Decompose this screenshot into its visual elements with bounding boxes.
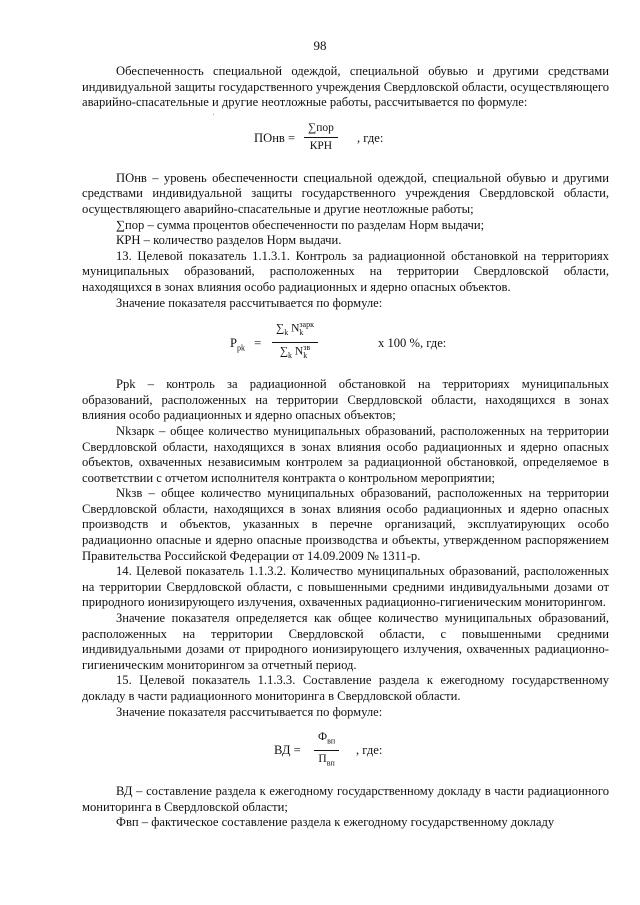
formula-vd [82, 728, 609, 774]
formula-ppk-sum-sign: ∑ [276, 322, 285, 335]
formula-ppk-denominator [272, 343, 318, 364]
formula-ponv-denominator: КРН [309, 140, 333, 153]
definition-vd: ВД – составление раздела к ежегодному государственному докладу в части радиационного мониторинга в Свердловской области; [82, 784, 609, 814]
formula-ponv [82, 119, 609, 161]
page-number: 98 [313, 38, 327, 53]
formula-ppk-den-sum-sign: ∑ [279, 345, 289, 358]
formula-ponv-lhs: ПОнв = [254, 130, 296, 145]
formula-vd-fraction [314, 730, 339, 771]
formula-ppk-den-sup: зв [303, 342, 311, 352]
formula-ponv-numerator: ∑пор [304, 121, 338, 139]
formula-vd-num-sub: вп [327, 736, 336, 746]
formula-vd-rhs: , где: [356, 743, 383, 758]
formula-vd-den-sub: вп [326, 758, 335, 768]
formula-vd-denominator [314, 751, 339, 771]
paragraph-13: 13. Целевой показатель 1.1.3.1. Контроль за радиационной обстановкой на территориях муниципальных образований, расположенных на территории Свердловской области, находящихся в зонах влияния особо радиационных и ядерно опасных объектов. [82, 248, 609, 294]
paragraph-14-value: Значение показателя определяется как общее количество муниципальных образований, расположенных на территории Свердловской области, с повышенными средними индивидуальными дозами от природного ионизирующего излучения, охваченных радиационно-гигиеническим мониторингом за отчетный период. [82, 611, 609, 672]
definition-ponv: ПОнв – уровень обеспеченности специальной одеждой, специальной обувью и другими средствами индивидуальной защиты государственного учреждения Свердловской области, осуществляющего аварийно-спасательные и другие неотложные работы; [82, 170, 609, 216]
definition-ppk: Ppk – контроль за радиационной обстановкой на территориях муниципальных образований, расположенных на территории Свердловской области, находящихся в зонах влияния особо радиационных и ядерно опасных объектов; [82, 377, 609, 423]
paragraph-intro: Обеспеченность специальной одеждой, специальной обувью и другими средствами индивидуальной защиты государственного учреждения Свердловской области, осуществляющего аварийно-спасательные и другие неотложные работы, рассчитывается по формуле: [82, 64, 609, 110]
paragraph-13-formula-intro: Значение показателя рассчитывается по формуле: [116, 295, 383, 310]
formula-ppk-lhs [230, 336, 261, 356]
definition-nk-zv: Nkзв – общее количество муниципальных образований, расположенных на территории Свердловской области, находящихся в зонах влияния особо радиационных и ядерно опасных производств и объектов, указанных в перечне организаций, эксплуатирующих особо радиационно опасные и ядерно опасные производства и объекты, утвержденном распоряжением Правительства Российской Федерации от 14.09.2009 № 1311-р. [82, 486, 609, 563]
formula-ppk-den-indices [303, 344, 310, 360]
formula-vd-num-symbol: Ф [318, 731, 328, 744]
formula-ponv-rhs: , где: [357, 130, 384, 145]
formula-ppk [82, 319, 609, 367]
document-body [82, 64, 609, 831]
formula-ppk-den-sub: k [303, 350, 308, 360]
paragraph-15: 15. Целевой показатель 1.1.3.3. Составление раздела к ежегодному государственному докладу в части радиационного мониторинга в Свердловской области. [82, 673, 609, 703]
paragraph-14: 14. Целевой показатель 1.1.3.2. Количество муниципальных образований, расположенных на территории Свердловской области, с повышенными средними индивидуальными дозами от природного ионизирующего излучения, охваченных радиационно-гигиеническим мониторингом. [82, 564, 609, 610]
definition-krn: КРН – количество разделов Норм выдачи. [116, 233, 342, 248]
formula-ppk-den-sum-index: k [288, 350, 293, 360]
formula-ppk-num-sub: k [299, 328, 304, 338]
formula-ppk-equals: = [254, 336, 262, 351]
formula-ppk-rhs: x 100 %, где: [378, 336, 447, 351]
definition-nk-zark: Nkзарк – общее количество муниципальных образований, расположенных на территории Свердловской области, находящихся в зонах влияния особо радиационных и ядерно опасных объектов, охваченных независимым контролем за радиационной обстановкой, определяемое в соответствии с отчетом исполнителя контракта о контрольном мероприятии; [82, 423, 609, 485]
formula-ppk-sum-index: k [284, 328, 289, 338]
formula-ppk-num-indices [299, 321, 314, 337]
scan-mark: ' [213, 112, 215, 121]
formula-ppk-num-sup: зарк [299, 320, 314, 330]
formula-ppk-symbol: P [230, 336, 238, 351]
formula-ppk-numerator [272, 321, 318, 343]
formula-ppk-fraction [272, 321, 318, 363]
definition-fvp: Фвп – фактическое составление раздела к ежегодному государственному докладу [116, 815, 555, 830]
formula-vd-numerator [314, 730, 339, 751]
paragraph-15-formula-intro: Значение показателя рассчитывается по формуле: [116, 704, 383, 719]
formula-ponv-fraction [304, 121, 338, 155]
formula-ppk-n: N [291, 322, 300, 335]
formula-ppk-subscript: pk [237, 343, 246, 353]
definition-sum: ∑пор – сумма процентов обеспеченности по разделам Норм выдачи; [116, 217, 485, 232]
formula-vd-lhs: ВД = [274, 743, 301, 758]
formula-vd-den-symbol: П [318, 753, 327, 766]
formula-ppk-den-n: N [294, 345, 304, 358]
